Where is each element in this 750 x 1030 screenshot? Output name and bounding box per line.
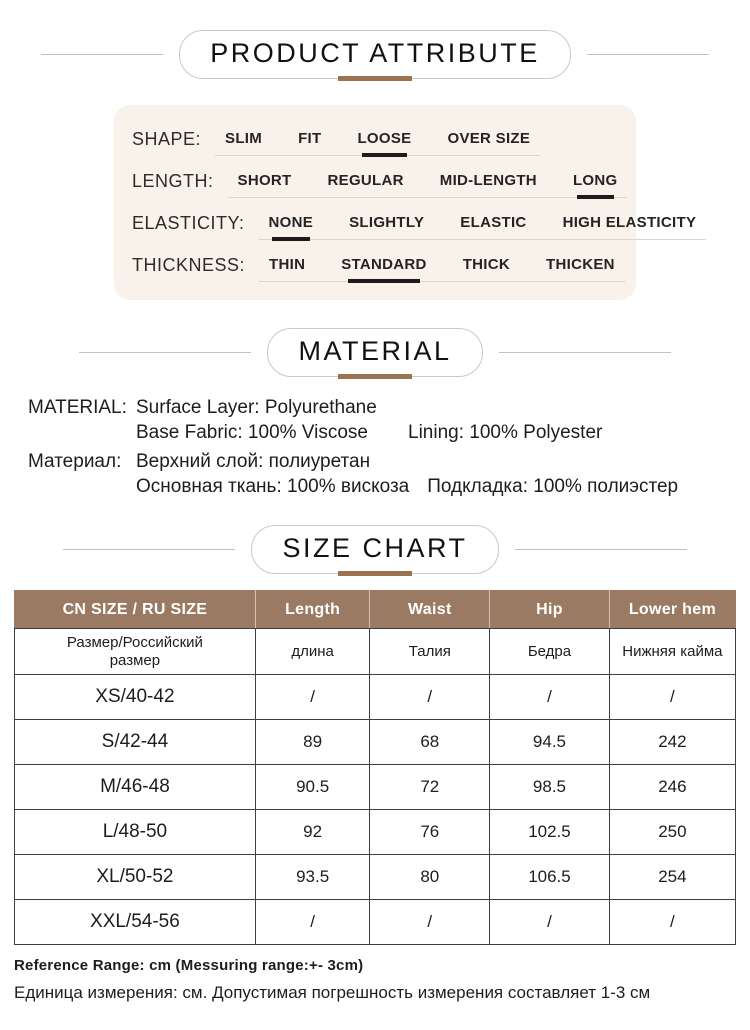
material-lining-ru: Подкладка: 100% полиэстер [427,476,679,497]
size-cell: M/46-48 [15,765,256,810]
lower-hem-cell: / [609,675,735,720]
divider-line [587,54,709,55]
attribute-options [228,172,628,198]
lower-hem-cell: 246 [609,765,735,810]
length-cell: / [255,900,370,945]
table-subheader-row [15,629,736,675]
section-header-material [25,328,725,377]
material-line-en-1 [28,395,750,420]
attribute-option: THICK [462,256,511,273]
material-lining: Lining: 100% Polyester [408,422,603,443]
size-cell: XS/40-42 [15,675,256,720]
section-header-size-chart [25,525,725,574]
material-line-ru-1 [28,449,750,474]
title-pill [179,30,571,79]
length-cell: 93.5 [255,855,370,900]
divider-line [63,549,235,550]
attribute-options [259,256,625,282]
column-header-waist: Waist [370,591,490,629]
attribute-row-elasticity [132,213,697,240]
attribute-option: NONE [268,214,314,231]
column-header-hip: Hip [490,591,610,629]
divider-line [79,352,251,353]
attribute-label: SHAPE: [132,129,202,149]
accent-bar [338,76,412,81]
section-title: MATERIAL [298,336,452,366]
table-header-row [15,591,736,629]
table-row [15,900,736,945]
material-label-ru: Материал: [28,451,122,472]
subheader-waist: Талия [370,629,490,675]
size-cell: S/42-44 [15,720,256,765]
hip-cell: 94.5 [490,720,610,765]
size-cell: XL/50-52 [15,855,256,900]
attribute-option: SLIM [225,130,263,147]
material-surface-layer-ru: Верхний слой: полиуретан [136,451,371,472]
footer-notes [14,957,750,1003]
section-title: SIZE CHART [282,533,468,563]
size-cell: XXL/54-56 [15,900,256,945]
reference-range-note: Reference Range: cm (Messuring range:+- 3cm) [14,957,364,974]
length-cell: 92 [255,810,370,855]
length-cell: 90.5 [255,765,370,810]
attribute-panel [114,105,697,300]
attribute-label: ELASTICITY: [132,213,245,233]
length-cell: / [255,675,370,720]
column-header-length: Length [255,591,370,629]
material-surface-layer: Surface Layer: Polyurethane [136,397,377,418]
subheader-length: длина [255,629,370,675]
attribute-row-length [132,171,618,198]
column-header-lower-hem: Lower hem [609,591,735,629]
size-cell: L/48-50 [15,810,256,855]
attribute-options [215,130,540,156]
attribute-row-thickness [132,255,618,282]
lower-hem-cell: 250 [609,810,735,855]
hip-cell: / [490,675,610,720]
table-row [15,720,736,765]
waist-cell: / [370,900,490,945]
measurement-unit-note-ru: Единица измерения: см. Допустимая погрешность измерения составляет 1-3 см [14,983,651,1002]
title-pill [251,525,498,574]
attribute-option: HIGH ELASTICITY [562,214,697,231]
hip-cell: 106.5 [490,855,610,900]
lower-hem-cell: / [609,900,735,945]
title-pill [267,328,482,377]
length-cell: 89 [255,720,370,765]
attribute-row-shape [132,129,618,156]
attribute-options [259,214,707,240]
accent-bar [338,374,412,379]
column-header-size: CN SIZE / RU SIZE [15,591,256,629]
section-header-product-attribute [25,30,725,79]
subheader-lower-hem: Нижняя кайма [609,629,735,675]
table-row [15,855,736,900]
attribute-option: STANDARD [341,256,427,273]
material-block [28,395,750,499]
lower-hem-cell: 254 [609,855,735,900]
attribute-label: THICKNESS: [132,255,246,275]
waist-cell: 72 [370,765,490,810]
waist-cell: 68 [370,720,490,765]
material-line-en-2 [136,420,750,445]
table-row [15,810,736,855]
attribute-label: LENGTH: [132,171,214,191]
attribute-option: ELASTIC [460,214,527,231]
attribute-option: THIN [269,256,306,273]
accent-bar [338,571,412,576]
hip-cell: 98.5 [490,765,610,810]
lower-hem-cell: 242 [609,720,735,765]
hip-cell: / [490,900,610,945]
material-label-en: MATERIAL: [28,397,127,418]
table-row [15,675,736,720]
attribute-option: FIT [298,130,322,147]
attribute-option: REGULAR [327,172,404,189]
divider-line [41,54,163,55]
divider-line [499,352,671,353]
waist-cell: 80 [370,855,490,900]
material-base-fabric-ru: Основная ткань: 100% вискоза [136,476,410,497]
hip-cell: 102.5 [490,810,610,855]
subheader-hip: Бедра [490,629,610,675]
attribute-option: LONG [572,172,618,189]
attribute-option: SHORT [237,172,292,189]
waist-cell: 76 [370,810,490,855]
attribute-option: LOOSE [357,130,412,147]
material-line-ru-2 [136,474,750,499]
attribute-option: SLIGHTLY [349,214,425,231]
attribute-option: THICKEN [546,256,615,273]
waist-cell: / [370,675,490,720]
attribute-option: MID-LENGTH [439,172,537,189]
section-title: PRODUCT ATTRIBUTE [210,38,540,68]
divider-line [515,549,687,550]
material-base-fabric: Base Fabric: 100% Viscose [136,422,368,443]
size-chart-table [14,590,736,945]
subheader-size: Размер/Российский размер [15,629,256,675]
attribute-option: OVER SIZE [447,130,531,147]
table-row [15,765,736,810]
